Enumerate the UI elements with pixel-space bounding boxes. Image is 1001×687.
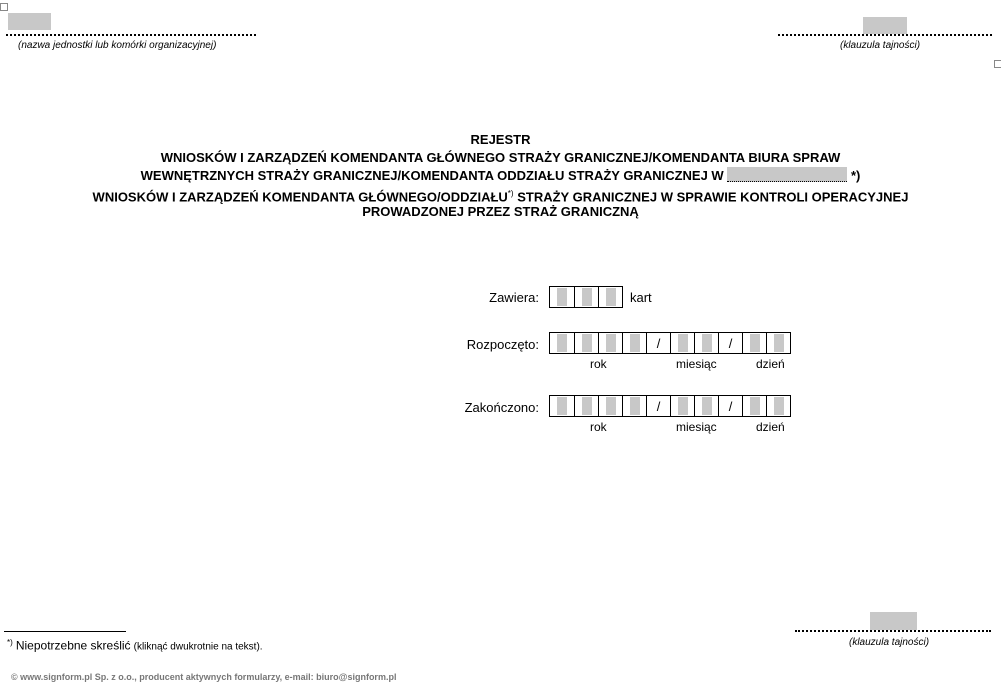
title-line-4-sup: *) bbox=[507, 189, 514, 198]
unit-name-caption: (nazwa jednostki lub komórki organizacyjnej) bbox=[18, 40, 217, 51]
page-count-digit[interactable] bbox=[550, 286, 574, 308]
end-day-digit[interactable] bbox=[766, 395, 790, 417]
start-month-label: miesiąc bbox=[676, 357, 717, 371]
zawiera-unit: kart bbox=[630, 290, 652, 305]
date-separator: / bbox=[646, 332, 670, 354]
start-date-box[interactable] bbox=[549, 332, 791, 354]
page-count-digit[interactable] bbox=[598, 286, 622, 308]
start-year-digit[interactable] bbox=[598, 332, 622, 354]
start-year-digit[interactable] bbox=[550, 332, 574, 354]
zawiera-label: Zawiera: bbox=[489, 290, 539, 305]
title-line-3-start: WEWNĘTRZNYCH STRAŻY GRANICZNEJ/KOMENDANTA ODDZIAŁU STRAŻY GRANICZNEJ W bbox=[140, 168, 724, 183]
title-line-4-start: WNIOSKÓW I ZARZĄDZEŃ KOMENDANTA GŁÓWNEGO/ODDZIAŁU bbox=[92, 189, 508, 205]
classification-line-top bbox=[778, 34, 992, 36]
classification-caption-top: (klauzula tajności) bbox=[840, 40, 921, 51]
end-year-digit[interactable] bbox=[550, 395, 574, 417]
end-month-digit[interactable] bbox=[670, 395, 694, 417]
end-month-label: miesiąc bbox=[676, 420, 717, 434]
footnote-main: Niepotrzebne skreślić bbox=[15, 638, 131, 653]
end-day-label: dzień bbox=[756, 420, 785, 434]
date-separator: / bbox=[718, 395, 742, 417]
title-line-3-end: *) bbox=[850, 168, 861, 183]
start-day-label: dzień bbox=[756, 357, 785, 371]
start-month-digit[interactable] bbox=[670, 332, 694, 354]
end-day-digit[interactable] bbox=[742, 395, 766, 417]
footnote[interactable] bbox=[7, 638, 263, 653]
classification-field-top[interactable] bbox=[863, 17, 907, 34]
date-separator: / bbox=[718, 332, 742, 354]
end-year-digit[interactable] bbox=[622, 395, 646, 417]
border-unit-location-field[interactable] bbox=[727, 167, 847, 182]
start-day-digit[interactable] bbox=[766, 332, 790, 354]
title-line-4-end: STRAŻY GRANICZNEJ W SPRAWIE KONTROLI OPERACYJNEJ bbox=[517, 189, 909, 205]
title-line-1: REJESTR bbox=[470, 132, 531, 147]
title-line-3 bbox=[0, 167, 1001, 185]
end-year-label: rok bbox=[590, 420, 607, 434]
classification-caption-bottom: (klauzula tajności) bbox=[849, 637, 930, 648]
footnote-hint: (kliknąć dwukrotnie na tekst). bbox=[133, 641, 263, 653]
page-count-box[interactable] bbox=[549, 286, 623, 308]
zakonczono-label: Zakończono: bbox=[464, 400, 539, 415]
credits-text: © www.signform.pl Sp. z o.o., producent aktywnych formularzy, e-mail: biuro@signform.pl bbox=[11, 672, 397, 682]
end-month-digit[interactable] bbox=[694, 395, 718, 417]
classification-line-bottom bbox=[795, 630, 991, 632]
date-separator: / bbox=[646, 395, 670, 417]
start-year-digit[interactable] bbox=[622, 332, 646, 354]
end-year-digit[interactable] bbox=[598, 395, 622, 417]
unit-name-field[interactable] bbox=[8, 13, 51, 30]
page-count-digit[interactable] bbox=[574, 286, 598, 308]
right-margin-mark bbox=[994, 60, 1001, 68]
title-line-2: WNIOSKÓW I ZARZĄDZEŃ KOMENDANTA GŁÓWNEGO STRAŻY GRANICZNEJ/KOMENDANTA BIURA SPRAW bbox=[160, 150, 841, 165]
footnote-mark: *) bbox=[7, 638, 13, 647]
start-year-label: rok bbox=[590, 357, 607, 371]
start-day-digit[interactable] bbox=[742, 332, 766, 354]
end-date-box[interactable] bbox=[549, 395, 791, 417]
end-year-digit[interactable] bbox=[574, 395, 598, 417]
rozpoczeto-label: Rozpoczęto: bbox=[466, 337, 539, 352]
start-month-digit[interactable] bbox=[694, 332, 718, 354]
corner-mark bbox=[0, 3, 8, 11]
classification-field-bottom[interactable] bbox=[870, 612, 917, 630]
unit-name-line bbox=[6, 34, 256, 36]
title-line-5: PROWADZONEJ PRZEZ STRAŻ GRANICZNĄ bbox=[362, 204, 639, 219]
footnote-rule bbox=[4, 631, 126, 632]
start-year-digit[interactable] bbox=[574, 332, 598, 354]
